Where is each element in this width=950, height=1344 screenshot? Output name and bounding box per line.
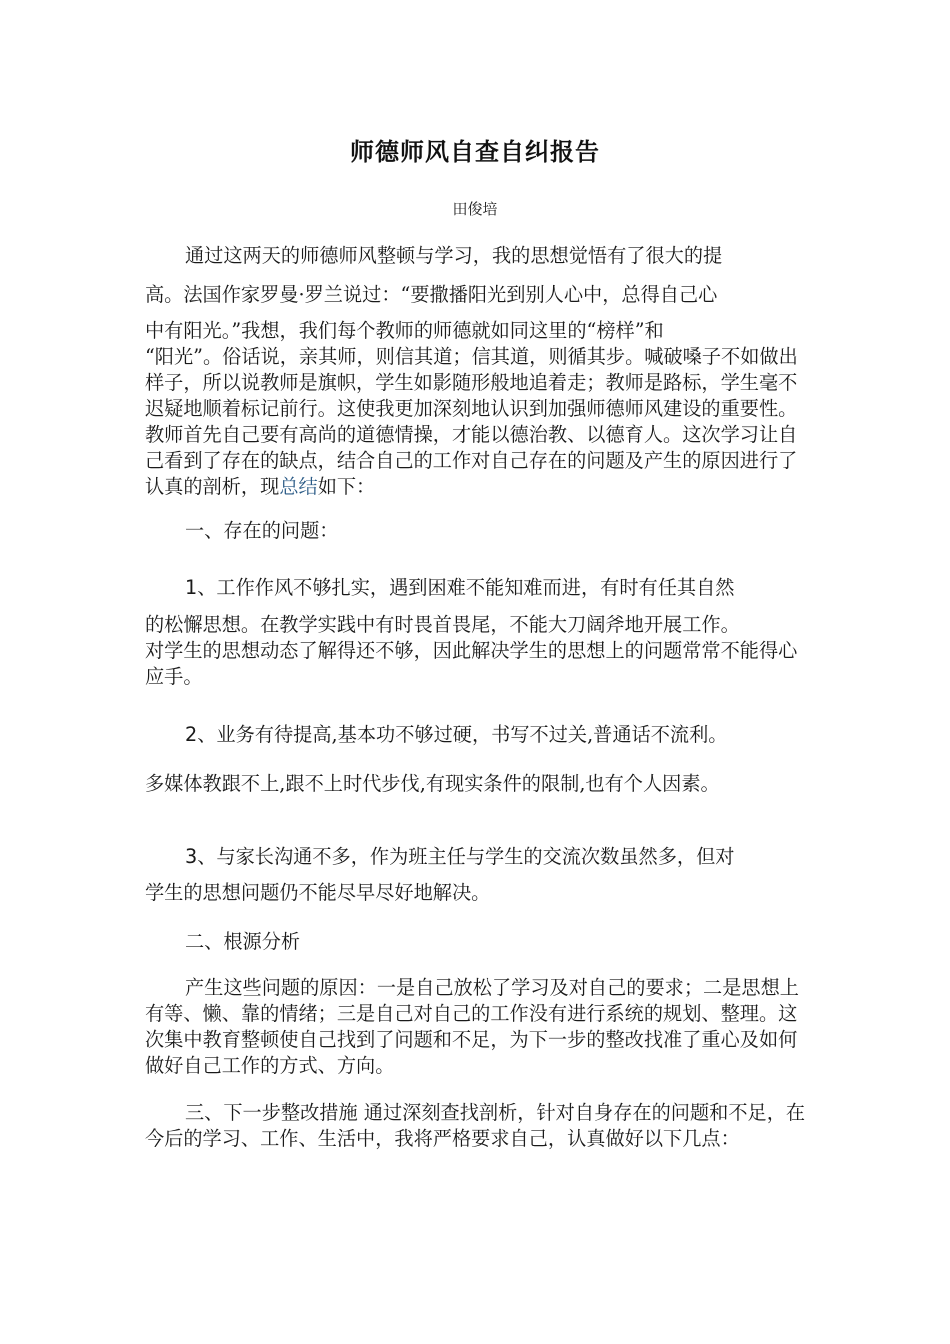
item-2-line-2: 多媒体教跟不上,跟不上时代步伐,有现实条件的限制,也有个人因素。	[145, 772, 720, 795]
measures-paragraph: 三、下一步整改措施 通过深刻查找剖析，针对自身存在的问题和不足，在今后的学习、工作、生活中，我将严格要求自己，认真做好以下几点：	[145, 1101, 806, 1150]
intro-text-end: 如下：	[317, 475, 376, 498]
item-1-text: 、工作作风不够扎实，遇到困难不能知难而进，有时有任其自然	[197, 576, 735, 599]
item-1-line-2: 的松懈思想。在教学实践中有时畏首畏尾，不能大刀阔斧地开展工作。	[145, 613, 740, 636]
item-3-number: 3	[185, 845, 198, 868]
item-3-text: 、与家长沟通不多，作为班主任与学生的交流次数虽然多，但对	[197, 845, 735, 868]
document-title: 师德师风自查自纠报告	[350, 137, 600, 166]
section-heading-analysis: 二、根源分析	[185, 930, 301, 953]
analysis-paragraph: 产生这些问题的原因：一是自己放松了学习及对自己的要求；二是思想上有等、懒、靠的情绪；三是自己对自己的工作没有进行系统的规划、整理。这次集中教育整顿使自己找到了问题和不足，为下一步的整改找准了重心及如何做好自己工作的方式、方向。	[145, 976, 799, 1077]
intro-line-1: 通过这两天的师德师风整顿与学习，我的思想觉悟有了很大的提	[185, 244, 723, 267]
item-3-line-2: 学生的思想问题仍不能尽早尽好地解决。	[145, 881, 491, 904]
item-1-line-1	[145, 575, 815, 601]
item-2-text: 、业务有待提高,基本功不够过硬，书写不过关,普通话不流利。	[197, 723, 728, 746]
item-1-number: 1	[185, 576, 198, 599]
item-2-line-1	[145, 722, 815, 748]
intro-paragraph	[145, 344, 815, 500]
item-2-number: 2	[185, 723, 198, 746]
intro-line-2: 高。法国作家罗曼·罗兰说过：“要撒播阳光到别人心中，总得自己心	[145, 283, 718, 306]
intro-line-3: 中有阳光。”我想，我们每个教师的师德就如同这里的“榜样”和	[145, 319, 664, 342]
document-author: 田俊培	[452, 200, 498, 218]
item-3-line-1	[145, 844, 815, 870]
intro-text: “阳光”。俗话说，亲其师，则信其道；信其道，则循其步。喊破嗓子不如做出样子，所以说教师是旗帜，学生如影随形般地追着走；教师是路标，学生毫不迟疑地顺着标记前行。这使我更加深刻地认识到加强师德师风建设的重要性。教师首先自己要有高尚的道德情操，才能以德治教、以德育人。这次学习让自己看到了存在的缺点，结合自己的工作对自己存在的问题及产生的原因进行了认真的剖析，现	[145, 345, 798, 498]
item-1-paragraph: 对学生的思想动态了解得还不够，因此解决学生的思想上的问题常常不能得心应手。	[145, 639, 798, 688]
section-heading-problems: 一、存在的问题：	[185, 519, 339, 542]
summary-link[interactable]: 总结	[279, 475, 318, 498]
